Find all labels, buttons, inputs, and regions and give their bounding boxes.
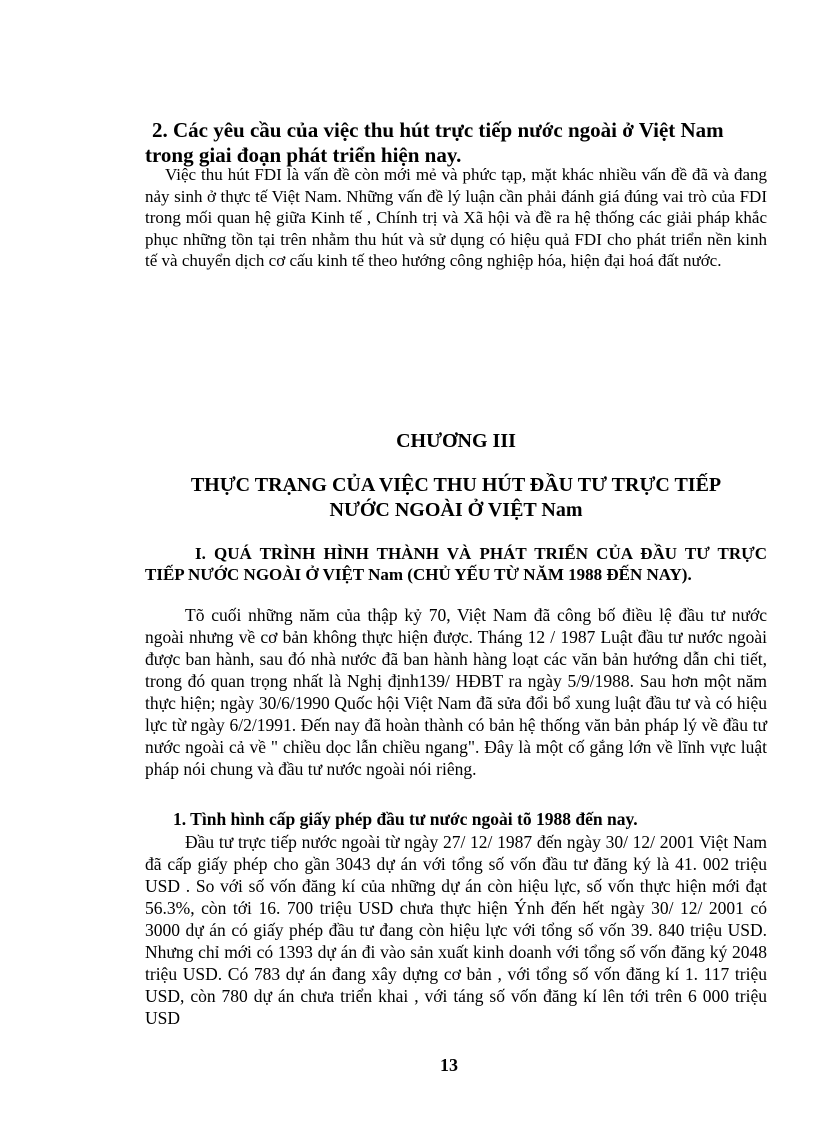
section-I-heading-line1: I. QUÁ TRÌNH HÌNH THÀNH VÀ PHÁT TRIỂN CỦA ĐẦU TƯ	[195, 544, 710, 563]
chapter-label: CHƯƠNG III	[396, 430, 516, 452]
section-I-paragraph: Tõ cuối những năm của thập kỷ 70, Việt Nam đã công bố điều lệ đầu tư nước ngoài nhưng về cơ bản không thực hiện được. Tháng 12 / 1987 Luật đầu tư nước ngoài được ban hành, sau đó nhà nước đã ban hành hàng loạt các văn bản hướng dẫn chi tiết, trong đó quan trọng nhất là Nghị định139/ HĐBT ra ngày 5/9/1988. Sau hơn một năm thực hiện; ngày 30/6/1990 Quốc hội Việt Nam đã sửa đổi bổ xung luật đầu tư và có hiệu lực từ ngày 6/2/1991. Đến nay đã hoàn thành có bản hệ thống văn bản pháp lý về đầu tư nước ngoài cả về " chiều dọc lẫn chiều ngang". Đây là một cố gắng lớn về lĩnh vực luật pháp nói chung và đầu tư nước ngoài nói riêng.	[145, 605, 767, 779]
subsection-1-paragraph: Đầu tư trực tiếp nước ngoài từ ngày 27/ 12/ 1987 đến ngày 30/ 12/ 2001 Việt Nam đã cấp giấy phép cho gần 3043 dự án với tổng số vốn đầu tư đăng ký là 41. 002 triệu USD . So với số vốn đăng kí của những dự án còn hiệu lực, số vốn thực hiện mới đạt 56.3%, còn tới 16. 700 triệu USD chưa thực hiện Ýnh đến hết ngày 30/ 12/ 2001 có 3000 dự án có giấy phép đầu tư đang còn hiệu lực với tổng số vốn 39. 840 triệu USD. Nhưng chỉ mới có 1393 dự án đi vào sản xuất kinh doanh với tổng số vốn đăng ký 2048 triệu USD. Có 783 dự án đang xây dựng cơ bản , với tổng số vốn đăng kí 1. 117 triệu USD, còn 780 dự án chưa triển khai , với táng số vốn đăng kí lên tới trên 6 000 triệu USD	[145, 832, 767, 1028]
section-2-paragraph: Việc thu hút FDI là vấn đề còn mới mẻ và phức tạp, mặt khác nhiều vấn đề đã và đang nảy sinh ở thực tế Việt Nam. Những vấn đề lý luận cần phải đánh giá đúng vai trò của FDI trong mối quan hệ giữa Kinh tế , Chính trị và Xã hội và đề ra hệ thống các giải pháp khắc phục những tồn tại trên nhằm thu hút và sử dụng có hiệu quả FDI cho phát triển nền kinh tế và chuyển dịch cơ cấu kinh tế theo hướng công nghiệp hóa, hiện đại hoá đất nước.	[145, 165, 767, 271]
section-2-heading	[145, 118, 767, 168]
chapter-title-line1: THỰC TRẠNG CỦA VIỆC THU HÚT ĐẦU TƯ TRỰC TIẾP	[190, 474, 722, 496]
chapter-title	[145, 473, 767, 523]
section-I-heading-rest: TRỰC TIẾP NƯỚC NGOÀI Ở VIỆT Nam (CHỦ YẾU TỪ NĂM 1988 ĐẾN NAY).	[145, 544, 767, 584]
page-number: 13	[440, 1055, 458, 1075]
chapter-title-line2: NƯỚC NGOÀI Ở VIỆT Nam	[329, 499, 583, 521]
section-I-heading	[145, 543, 767, 585]
section-2-heading-line1: 2. Các yêu cầu của việc thu hút trực tiếp nước ngoài ở Việt Nam	[152, 118, 724, 142]
subsection-1-heading: 1. Tình hình cấp giấy phép đầu tư nước ngoài tõ 1988 đến nay.	[173, 809, 638, 829]
section-2-heading-line2: trong giai đoạn phát triển hiện nay.	[145, 143, 462, 167]
